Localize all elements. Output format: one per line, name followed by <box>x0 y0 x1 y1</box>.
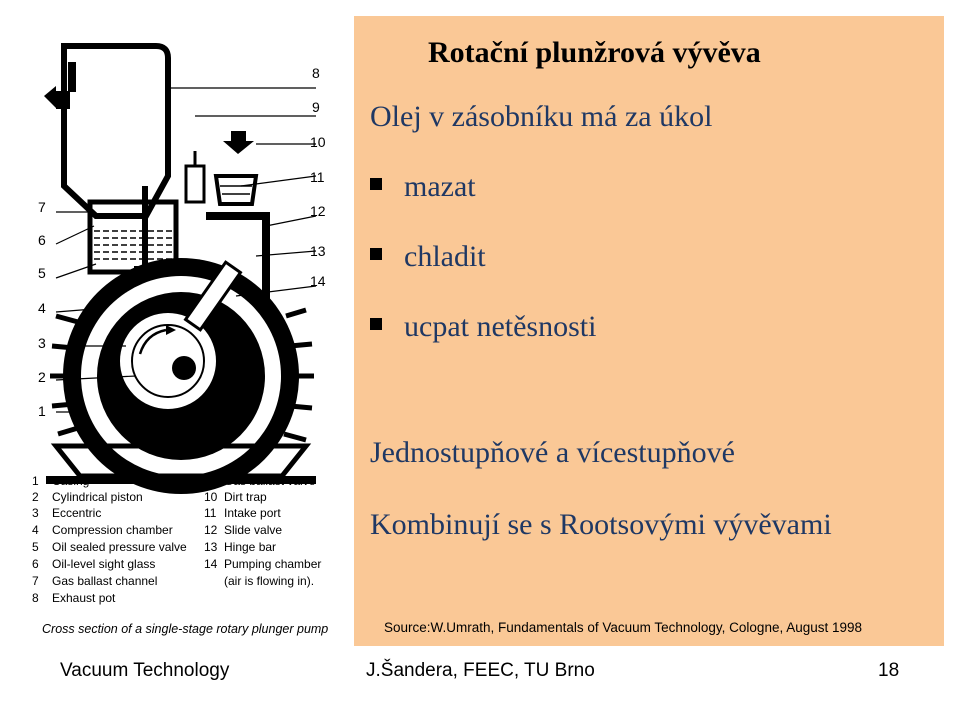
legend-num: 1 <box>32 474 39 488</box>
legend-text: (air is flowing in). <box>224 574 315 588</box>
legend-num: 6 <box>32 557 39 571</box>
legend-text: Oil sealed pressure valve <box>52 540 187 554</box>
square-bullet-icon <box>370 178 382 190</box>
bullet-label: chladit <box>404 240 486 273</box>
legend-num: 5 <box>32 540 39 554</box>
paragraph-stages: Jednostupňové a vícestupňové <box>370 436 735 469</box>
callout-12: 12 <box>310 203 326 219</box>
bullet-label: ucpat netěsnosti <box>404 310 597 343</box>
page-number: 18 <box>878 660 900 681</box>
legend-text: Cylindrical piston <box>52 490 143 504</box>
bullet-label: mazat <box>404 170 476 203</box>
legend-text: Hinge bar <box>224 540 277 554</box>
legend-text: Pumping chamber <box>224 557 322 571</box>
legend-num: 3 <box>32 506 39 520</box>
legend-num: 10 <box>204 490 218 504</box>
source-citation: Source:W.Umrath, Fundamentals of Vacuum Technology, Cologne, August 1998 <box>384 620 863 635</box>
square-bullet-icon <box>370 248 382 260</box>
paragraph-roots: Kombinují se s Rootsovými vývěvami <box>370 508 832 541</box>
legend-text: Casing <box>52 474 90 488</box>
callout-3: 3 <box>38 335 46 351</box>
legend-text: Intake port <box>224 506 281 520</box>
legend-num: 13 <box>204 540 218 554</box>
legend-text: Gas ballast channel <box>52 574 158 588</box>
slide-title: Rotační plunžrová vývěva <box>428 36 761 69</box>
intro-text: Olej v zásobníku má za úkol <box>370 100 713 133</box>
callout-6: 6 <box>38 232 46 248</box>
callout-5: 5 <box>38 265 46 281</box>
callout-4: 4 <box>38 300 46 316</box>
footer-course: Vacuum Technology <box>60 660 230 681</box>
legend-text: Oil-level sight glass <box>52 557 156 571</box>
callout-11: 11 <box>310 169 325 185</box>
legend-text: Gas ballast valve <box>224 474 316 488</box>
footer-author: J.Šandera, FEEC, TU Brno <box>366 660 595 681</box>
legend-text: Eccentric <box>52 506 102 520</box>
callout-9: 9 <box>312 99 320 115</box>
legend-num: 4 <box>32 523 39 537</box>
legend-num: 7 <box>32 574 39 588</box>
legend-num: 8 <box>32 591 39 605</box>
legend-num: 9 <box>204 474 211 488</box>
legend-num: 12 <box>204 523 218 537</box>
square-bullet-icon <box>370 318 382 330</box>
callout-7: 7 <box>38 199 46 215</box>
callout-1: 1 <box>38 403 46 419</box>
callout-8: 8 <box>312 65 320 81</box>
legend-text: Slide valve <box>224 523 283 537</box>
figure-caption: Cross section of a single-stage rotary plunger pump <box>42 622 329 636</box>
legend-num: 11 <box>204 506 217 520</box>
legend-text: Compression chamber <box>52 523 173 537</box>
callout-14: 14 <box>310 273 326 289</box>
legend-text: Dirt trap <box>224 490 267 504</box>
legend-num: 14 <box>204 557 218 571</box>
callout-13: 13 <box>310 243 326 259</box>
callout-10: 10 <box>310 134 326 150</box>
callout-2: 2 <box>38 369 46 385</box>
legend-num: 2 <box>32 490 39 504</box>
legend-text: Exhaust pot <box>52 591 116 605</box>
